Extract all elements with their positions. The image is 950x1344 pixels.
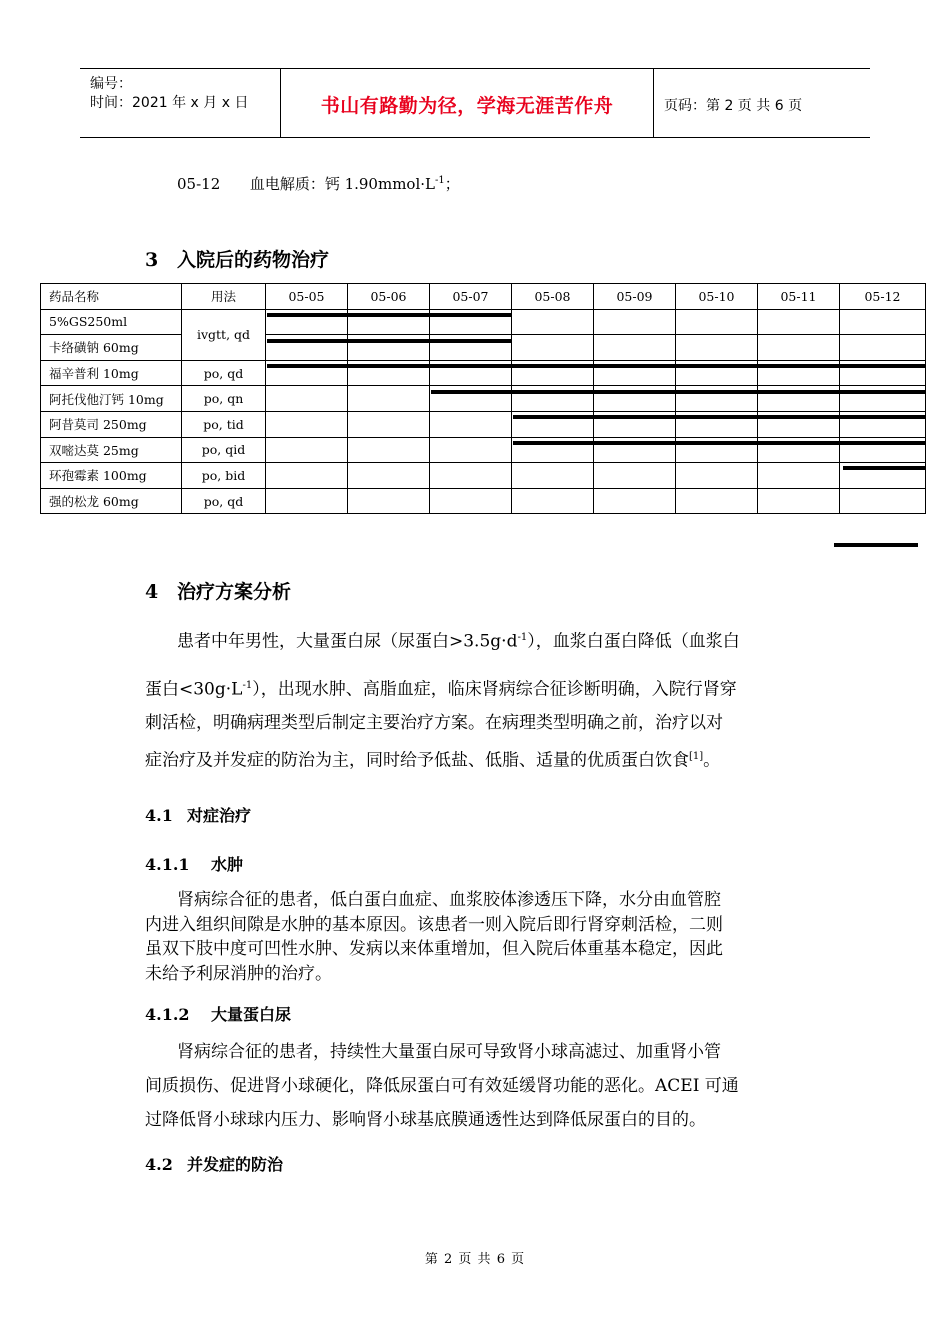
date-cell [676,463,758,489]
date-cell [348,437,430,463]
drug-usage: ivgtt, qd [182,309,266,360]
section-4-2-heading [145,1152,283,1175]
lab-end: ； [444,175,460,193]
lab-sup: -1 [434,175,445,186]
header-motto-cell [281,69,654,137]
drug-name: 5%GS250ml [41,309,182,335]
header-date: 05-11 [758,284,840,310]
para-line: 虽双下肢中度可凹性水肿、发病以来体重增加，但入院后体重基本稳定，因此 [145,939,723,959]
number-label: 编号： [90,76,132,92]
date-cell [430,463,512,489]
date-cell [676,335,758,361]
table-row [41,463,926,489]
date-cell [430,411,512,437]
drug-name: 福辛普利 10mg [41,360,182,386]
treatment-duration-bar [431,390,926,394]
section-number: 3 [145,249,159,271]
drug-name: 环孢霉素 100mg [41,463,182,489]
para-text: ），出现水肿、高脂血症，临床肾病综合征诊断明确，入院行肾穿 [252,679,737,700]
header-meta [80,69,281,137]
date-cell [348,488,430,514]
date-cell [266,463,348,489]
section-4-1-heading [145,803,251,826]
table-header-row [41,284,926,310]
date-cell [758,309,840,335]
para-sup: -1 [517,632,528,643]
table-row [41,488,926,514]
section-3-heading [145,245,329,272]
section-title: 对症治疗 [187,806,252,825]
section-4-1-2-heading [145,1002,291,1025]
date-cell [430,488,512,514]
date-cell [594,488,676,514]
para-sup: -1 [242,679,253,691]
page-number-label: 页码：第 2 页 共 6 页 [664,98,803,114]
drug-name: 卡络磺钠 60mg [41,335,182,361]
header-usage: 用法 [182,284,266,310]
date-cell [758,488,840,514]
section-title: 治疗方案分析 [177,581,292,603]
treatment-duration-bar [843,466,926,470]
treatment-duration-bar [513,441,926,445]
date-cell [512,309,594,335]
para-line: 刺活检，明确病理类型后制定主要治疗方案。在病理类型明确之前，治疗以对 [145,713,723,734]
header-date: 05-07 [430,284,512,310]
header-date: 05-09 [594,284,676,310]
header-page-cell [654,69,870,137]
drug-usage: po, qd [182,488,266,514]
treatment-duration-bar [267,313,512,317]
date-cell [512,488,594,514]
header-date: 05-12 [840,284,926,310]
header-date: 05-10 [676,284,758,310]
lab-result-line [177,173,460,194]
para-line: 肾病综合征的患者，低白蛋白血症、血浆胶体渗透压下降，水分由血管腔 [177,890,721,910]
date-cell [348,411,430,437]
section-number: 4.1 [145,806,173,825]
section-4-heading [145,577,291,604]
paragraph-proteinuria [145,1040,807,1132]
section-number: 4 [145,581,159,603]
drug-usage: po, qn [182,386,266,412]
header-date: 05-08 [512,284,594,310]
para-line: 内进入组织间隙是水肿的基本原因。该患者一则入院后即行肾穿刺活检，二则 [145,914,723,935]
para-line: 肾病综合征的患者，持续性大量蛋白尿可导致肾小球高滤过、加重肾小管 [177,1042,721,1062]
date-cell [758,335,840,361]
header-date: 05-05 [266,284,348,310]
date-cell [840,309,926,335]
page-footer: 第 2 页 共 6 页 [424,1252,526,1267]
section-title: 并发症的防治 [187,1155,284,1174]
paragraph-overview [145,626,807,773]
section-title: 水肿 [211,855,244,874]
section-number: 4.1.2 [145,1005,190,1024]
treatment-duration-bar [513,415,926,419]
drug-usage: po, tid [182,411,266,437]
header-date: 05-06 [348,284,430,310]
table-trailing-bar [834,543,918,547]
date-cell [512,463,594,489]
drug-name: 阿托伐他汀钙 10mg [41,386,182,412]
date-cell [430,437,512,463]
time-label: 时间：2021 年 x 月 x 日 [90,95,249,111]
date-cell [758,463,840,489]
section-number: 4.2 [145,1155,173,1174]
medication-table [40,283,926,514]
drug-usage: po, qd [182,360,266,386]
treatment-duration-bar [267,364,926,368]
paragraph-edema [145,888,807,986]
section-title: 入院后的药物治疗 [177,249,330,271]
date-cell [840,335,926,361]
date-cell [266,437,348,463]
drug-usage: po, bid [182,463,266,489]
section-4-1-1-heading [145,852,243,875]
date-cell [594,335,676,361]
para-sup: [1] [689,751,704,763]
section-title: 大量蛋白尿 [211,1005,292,1024]
date-cell [840,488,926,514]
date-cell [512,335,594,361]
motto: 书山有路勤为径，学海无涯苦作舟 [320,95,614,117]
date-cell [594,309,676,335]
date-cell [266,411,348,437]
drug-usage: po, qid [182,437,266,463]
page-header [80,68,870,138]
date-cell [348,463,430,489]
date-cell [594,463,676,489]
treatment-duration-bar [267,339,512,343]
para-line: 过降低肾小球球内压力、影响肾小球基底膜通透性达到降低尿蛋白的目的。 [145,1110,706,1130]
lab-text: 血电解质：钙 1.90mmol·L [249,175,435,193]
header-drug: 药品名称 [41,284,182,310]
date-cell [348,386,430,412]
para-line: 未给予利尿消肿的治疗。 [145,963,332,984]
drug-name: 强的松龙 60mg [41,488,182,514]
para-text: 患者中年男性，大量蛋白尿（尿蛋白>3.5g·d [177,631,518,652]
para-text: ），血浆白蛋白降低（血浆白 [527,631,740,652]
section-number: 4.1.1 [145,855,190,874]
drug-name: 阿昔莫司 250mg [41,411,182,437]
lab-date: 05-12 [177,175,221,193]
drug-name: 双嘧达莫 25mg [41,437,182,463]
para-text: 症治疗及并发症的防治为主，同时给予低盐、低脂、适量的优质蛋白饮食 [145,750,689,771]
date-cell [266,488,348,514]
para-text: 。 [703,750,721,771]
date-cell [676,488,758,514]
date-cell [676,309,758,335]
para-line: 间质损伤、促进肾小球硬化，降低尿蛋白可有效延缓肾功能的恶化。ACEI 可通 [145,1076,739,1096]
para-text: 蛋白<30g·L [145,679,243,700]
date-cell [266,386,348,412]
